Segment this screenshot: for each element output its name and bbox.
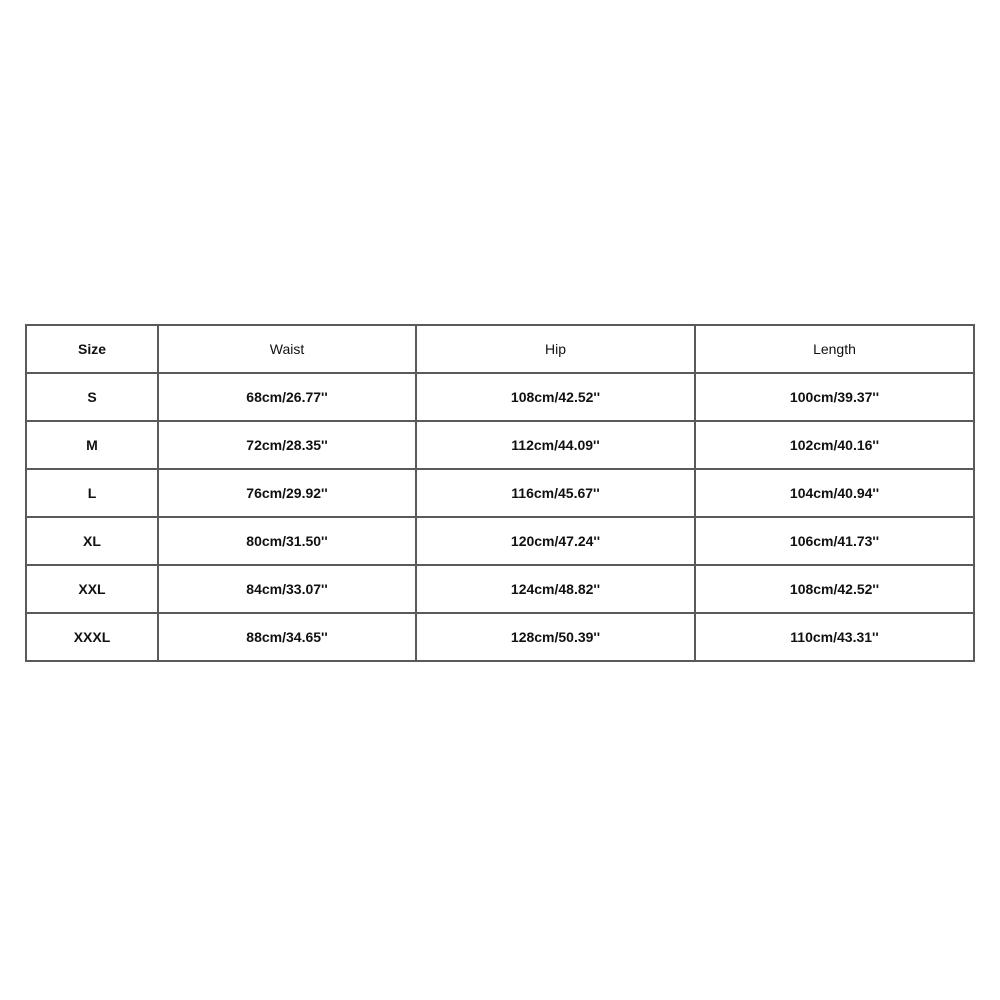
hip-cell: 128cm/50.39'' (416, 613, 695, 661)
size-cell: XXL (26, 565, 158, 613)
header-waist: Waist (158, 325, 416, 373)
size-cell: L (26, 469, 158, 517)
length-cell: 108cm/42.52'' (695, 565, 974, 613)
hip-cell: 112cm/44.09'' (416, 421, 695, 469)
header-row (26, 325, 974, 373)
header-length: Length (695, 325, 974, 373)
table-body (26, 373, 974, 661)
table-row (26, 421, 974, 469)
table-header (26, 325, 974, 373)
waist-cell: 80cm/31.50'' (158, 517, 416, 565)
length-cell: 106cm/41.73'' (695, 517, 974, 565)
hip-cell: 124cm/48.82'' (416, 565, 695, 613)
hip-cell: 108cm/42.52'' (416, 373, 695, 421)
hip-cell: 120cm/47.24'' (416, 517, 695, 565)
header-size: Size (26, 325, 158, 373)
size-cell: XXXL (26, 613, 158, 661)
size-cell: S (26, 373, 158, 421)
waist-cell: 76cm/29.92'' (158, 469, 416, 517)
header-hip: Hip (416, 325, 695, 373)
length-cell: 110cm/43.31'' (695, 613, 974, 661)
table-row (26, 517, 974, 565)
length-cell: 100cm/39.37'' (695, 373, 974, 421)
waist-cell: 88cm/34.65'' (158, 613, 416, 661)
length-cell: 102cm/40.16'' (695, 421, 974, 469)
waist-cell: 72cm/28.35'' (158, 421, 416, 469)
table-row (26, 565, 974, 613)
waist-cell: 84cm/33.07'' (158, 565, 416, 613)
waist-cell: 68cm/26.77'' (158, 373, 416, 421)
size-cell: XL (26, 517, 158, 565)
table-row (26, 373, 974, 421)
length-cell: 104cm/40.94'' (695, 469, 974, 517)
size-cell: M (26, 421, 158, 469)
table-row (26, 469, 974, 517)
hip-cell: 116cm/45.67'' (416, 469, 695, 517)
table-row (26, 613, 974, 661)
size-chart-table (25, 324, 975, 662)
